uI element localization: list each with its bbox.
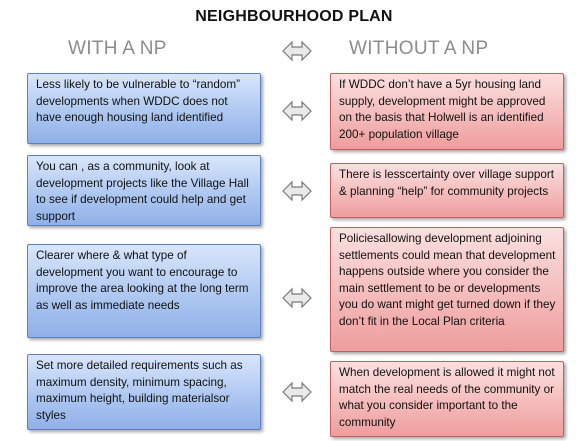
with-np-box-2 xyxy=(27,155,261,226)
double-arrow-icon xyxy=(282,40,312,62)
with-np-heading: WITH A NP xyxy=(68,38,167,59)
without-np-box-1 xyxy=(330,73,564,150)
without-np-text-4: When development is allowed it might not match the real needs of the community or what you consider important to the community xyxy=(339,366,555,429)
without-np-heading: WITHOUT A NP xyxy=(349,38,489,59)
with-np-text-1: Less likely to be vulnerable to “random” developments when WDDC does not have enough housing land identified xyxy=(36,78,240,124)
double-arrow-icon xyxy=(282,287,312,309)
double-arrow-icon xyxy=(282,381,312,403)
without-np-box-2 xyxy=(330,163,564,218)
double-arrow-icon xyxy=(282,100,312,122)
without-np-box-3 xyxy=(330,227,564,352)
without-np-text-1: If WDDC don’t have a 5yr housing land supply, development might be approved on the basis that Holwell is an identified 200+ population village xyxy=(339,78,546,141)
without-np-text-2: There is lesscertainty over village support & planning “help” for community projects xyxy=(339,168,555,198)
with-np-text-3: Clearer where & what type of development you want to encourage to improve the area looking at the long term as well as immediate needs xyxy=(36,249,249,312)
without-np-text-3: Policiesallowing development adjoining settlements could mean that development happens outside where you consider the main settlement to be or developments you do want might get turned down if they don’t fit in the Local Plan criteria xyxy=(339,232,556,328)
without-np-box-4 xyxy=(330,361,564,437)
with-np-box-4 xyxy=(27,354,261,430)
page-title: NEIGHBOURHOOD PLAN xyxy=(195,8,393,25)
with-np-text-2: You can , as a community, look at development projects like the Village Hall to see if development could help and get support xyxy=(36,160,249,223)
with-np-text-4: Set more detailed requirements such as maximum density, minimum spacing, maximum height, building materialsor styles xyxy=(36,359,243,422)
with-np-box-1 xyxy=(27,73,261,144)
with-np-box-3 xyxy=(27,244,261,338)
double-arrow-icon xyxy=(282,180,312,202)
